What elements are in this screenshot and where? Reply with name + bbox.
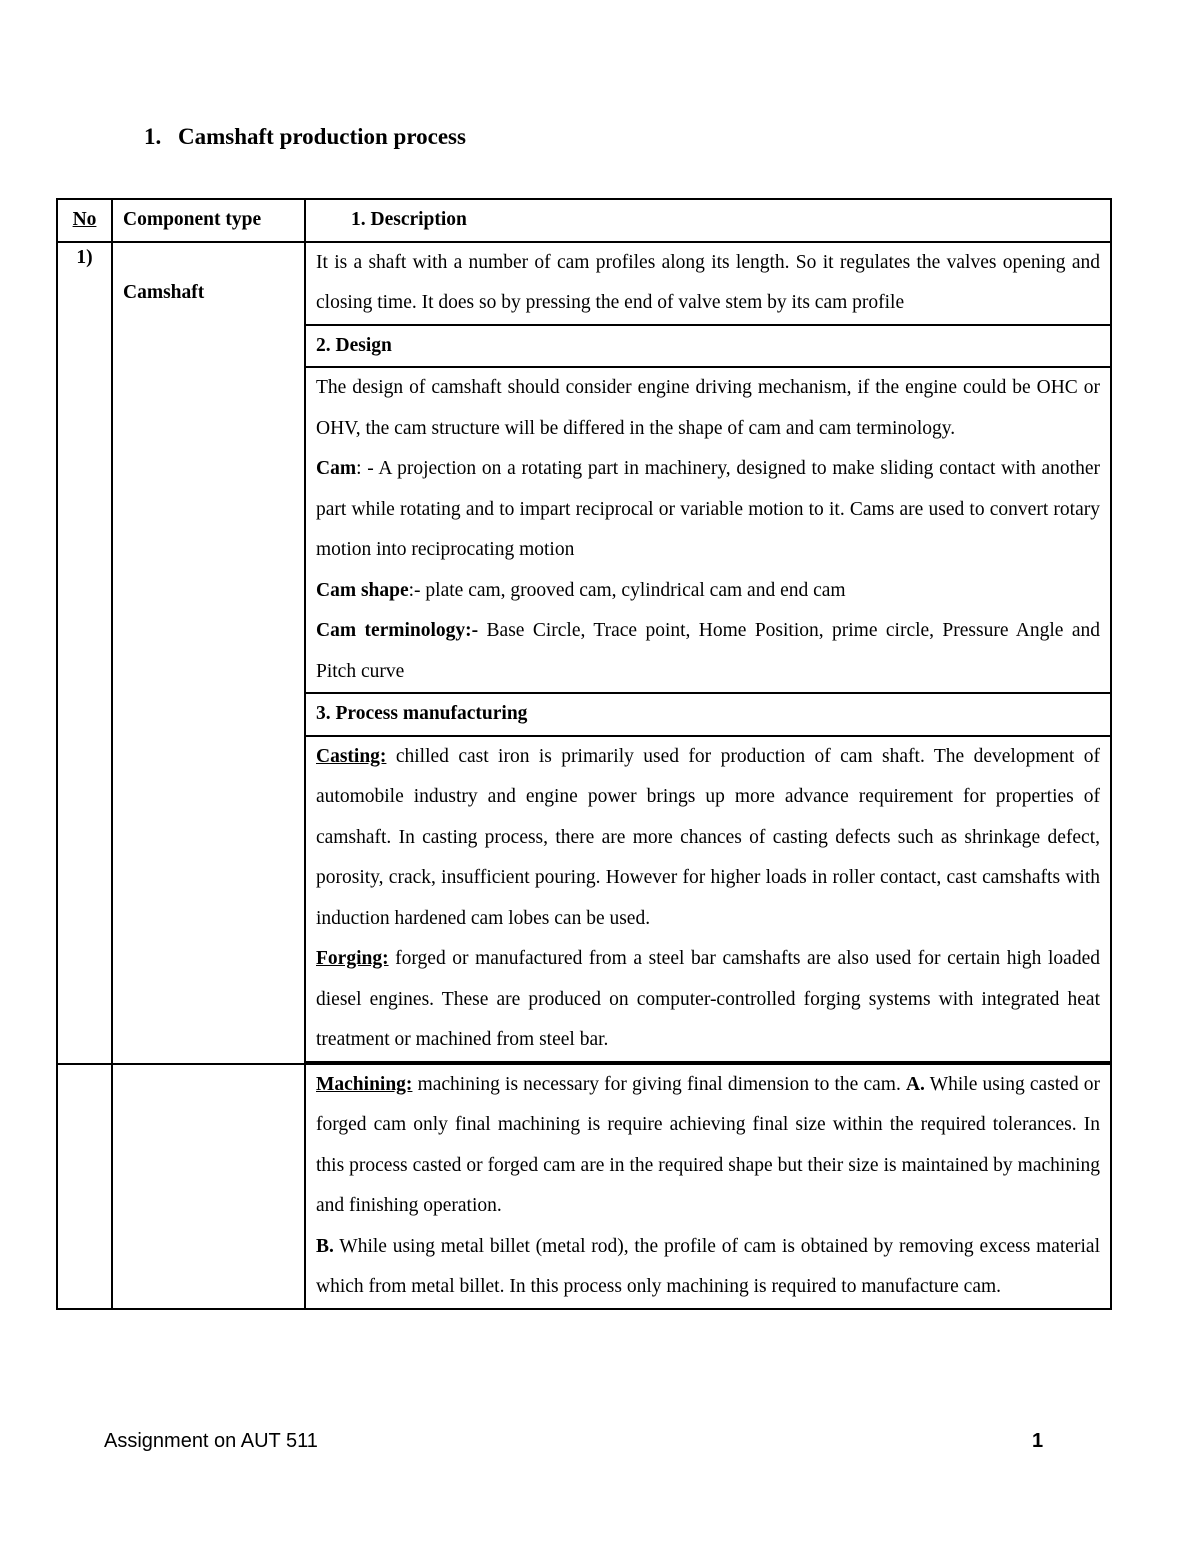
footer-assignment: Assignment on AUT 511 — [104, 1430, 318, 1452]
header-description: 1. Description — [305, 199, 1111, 242]
section-heading — [144, 124, 466, 150]
camshaft-table — [56, 198, 1112, 1310]
component-type-cell — [112, 242, 305, 1064]
cam-shape: Cam shape:- plate cam, grooved cam, cylindrical cam and end cam — [316, 579, 846, 601]
footer-page-number: 1 — [1032, 1430, 1044, 1452]
machining-paragraph: Machining: machining is necessary for giving final dimension to the cam. A. While using casted or forged cam only final machining is require achieving final size within the required tolerances. In this process casted or forged cam are in the required shape but their size is maintained by machining and finishing operation. — [316, 1073, 1101, 1216]
component-type-label: Camshaft — [123, 281, 205, 303]
header-no: No — [57, 199, 112, 242]
row-number: 1) — [57, 242, 112, 1064]
table-row — [57, 242, 1111, 325]
machining-body — [305, 1064, 1111, 1309]
design-body — [305, 367, 1111, 693]
description-text: It is a shaft with a number of cam profiles along its length. So it regulates the valves opening and closing time. It does so by pressing the end of valve stem by its cam profile — [305, 242, 1111, 325]
design-intro: The design of camshaft should consider engine driving mechanism, if the engine could be OHC or OHV, the cam structure will be differed in the shape of cam and cam terminology. — [316, 377, 1100, 439]
process-title: 3. Process manufacturing — [305, 693, 1111, 736]
table-header-row — [57, 199, 1111, 242]
billet-paragraph: B. While using metal billet (metal rod), the profile of cam is obtained by removing excess material which from metal billet. In this process only machining is required to manufacture cam. — [316, 1235, 1100, 1297]
cam-definition: Cam: - A projection on a rotating part in machinery, designed to make sliding contact with another part while rotating and to impart reciprocal or variable motion to it. Cams are used to convert rotary motion into reciprocating motion — [316, 458, 1100, 560]
process-body — [305, 736, 1111, 1062]
heading-title: Camshaft production process — [178, 124, 466, 149]
cam-terminology: Cam terminology:- Base Circle, Trace point, Home Position, prime circle, Pressure Angle and Pitch curve — [316, 620, 1100, 682]
row2-number-cell — [57, 1064, 112, 1309]
heading-number: 1. — [144, 124, 162, 149]
casting-paragraph: Casting: chilled cast iron is primarily used for production of cam shaft. The development of automobile industry and engine power brings up more advance requirement for properties of camshaft. In casting process, there are more chances of casting defects such as shrinkage defect, porosity, crack, insufficient pouring. However for higher loads in roller contact, cast camshafts with induction hardened cam lobes can be used. — [316, 745, 1100, 929]
header-component-type: Component type — [112, 199, 305, 242]
forging-paragraph: Forging: forged or manufactured from a steel bar camshafts are also used for certain high loaded diesel engines. These are produced on computer-controlled forging systems with integrated heat treatment or machined from steel bar. — [316, 948, 1100, 1050]
row2-type-cell — [112, 1064, 305, 1309]
design-title: 2. Design — [305, 325, 1111, 368]
table-row — [57, 1064, 1111, 1309]
